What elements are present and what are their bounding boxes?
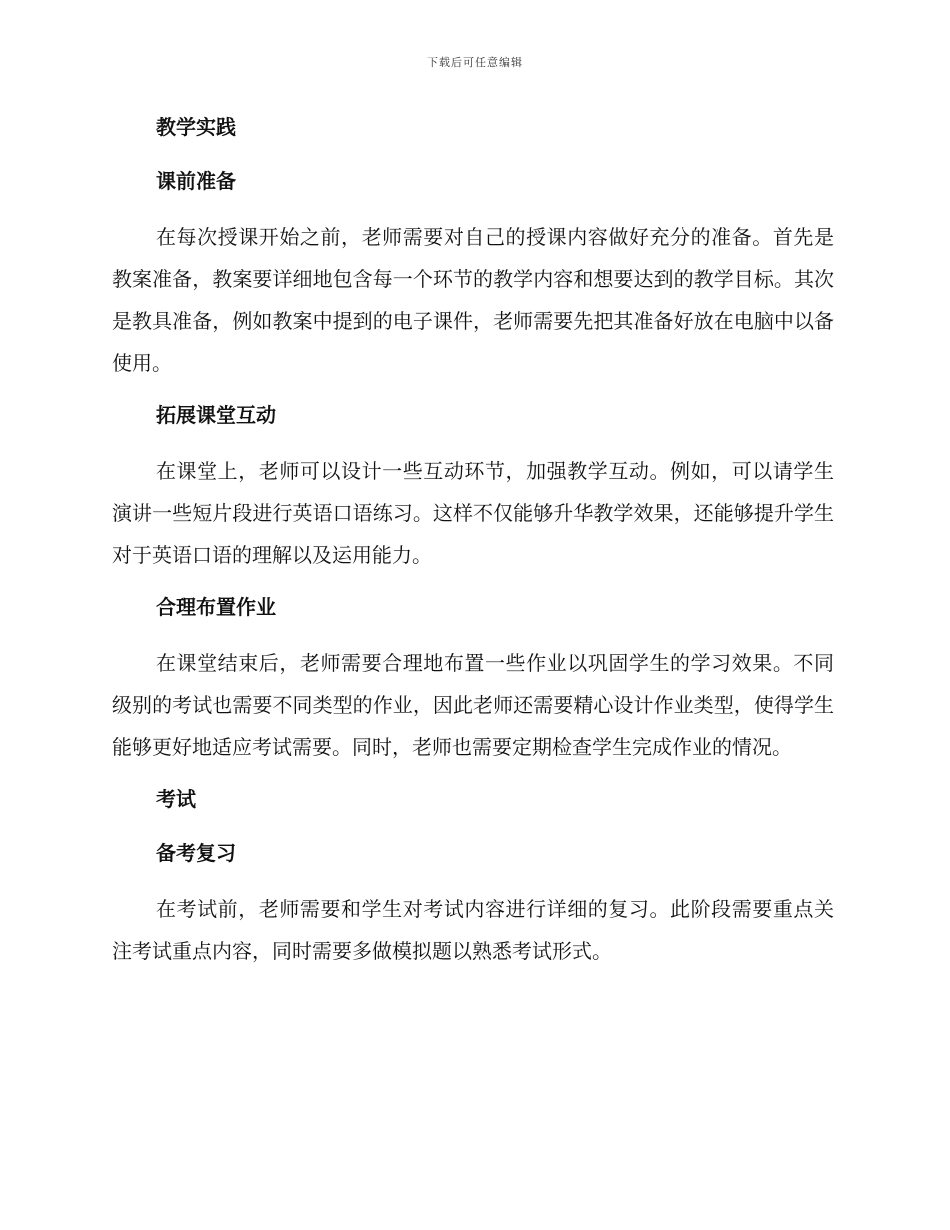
section-heading-exam-review: 备考复习 [156, 841, 236, 865]
section-heading-lesson-preparation: 课前准备 [156, 169, 236, 193]
paragraph-exam-review: 在考试前，老师需要和学生对考试内容进行详细的复习。此阶段需要重点关注考试重点内容，同时需要多做模拟题以熟悉考试形式。 [112, 897, 834, 963]
section-heading-classroom-interaction: 拓展课堂互动 [156, 403, 276, 427]
section-heading-homework: 合理布置作业 [156, 595, 276, 619]
page-header: 下载后可任意编辑 [427, 56, 523, 69]
paragraph-classroom-interaction: 在课堂上，老师可以设计一些互动环节，加强教学互动。例如，可以请学生演讲一些短片段进行英语口语练习。这样不仅能够升华教学效果，还能够提升学生对于英语口语的理解以及运用能力。 [112, 459, 834, 567]
paragraph-lesson-preparation: 在每次授课开始之前，老师需要对自己的授课内容做好充分的准备。首先是教案准备，教案要详细地包含每一个环节的教学内容和想要达到的教学目标。其次是教具准备，例如教案中提到的电子课件，老师需要先把其准备好放在电脑中以备使用。 [112, 225, 834, 375]
document-body [112, 108, 834, 984]
section-heading-exam: 考试 [156, 787, 196, 811]
paragraph-homework: 在课堂结束后，老师需要合理地布置一些作业以巩固学生的学习效果。不同级别的考试也需要不同类型的作业，因此老师还需要精心设计作业类型，使得学生能够更好地适应考试需要。同时，老师也需要定期检查学生完成作业的情况。 [112, 651, 834, 759]
section-heading-teaching-practice: 教学实践 [156, 115, 236, 139]
